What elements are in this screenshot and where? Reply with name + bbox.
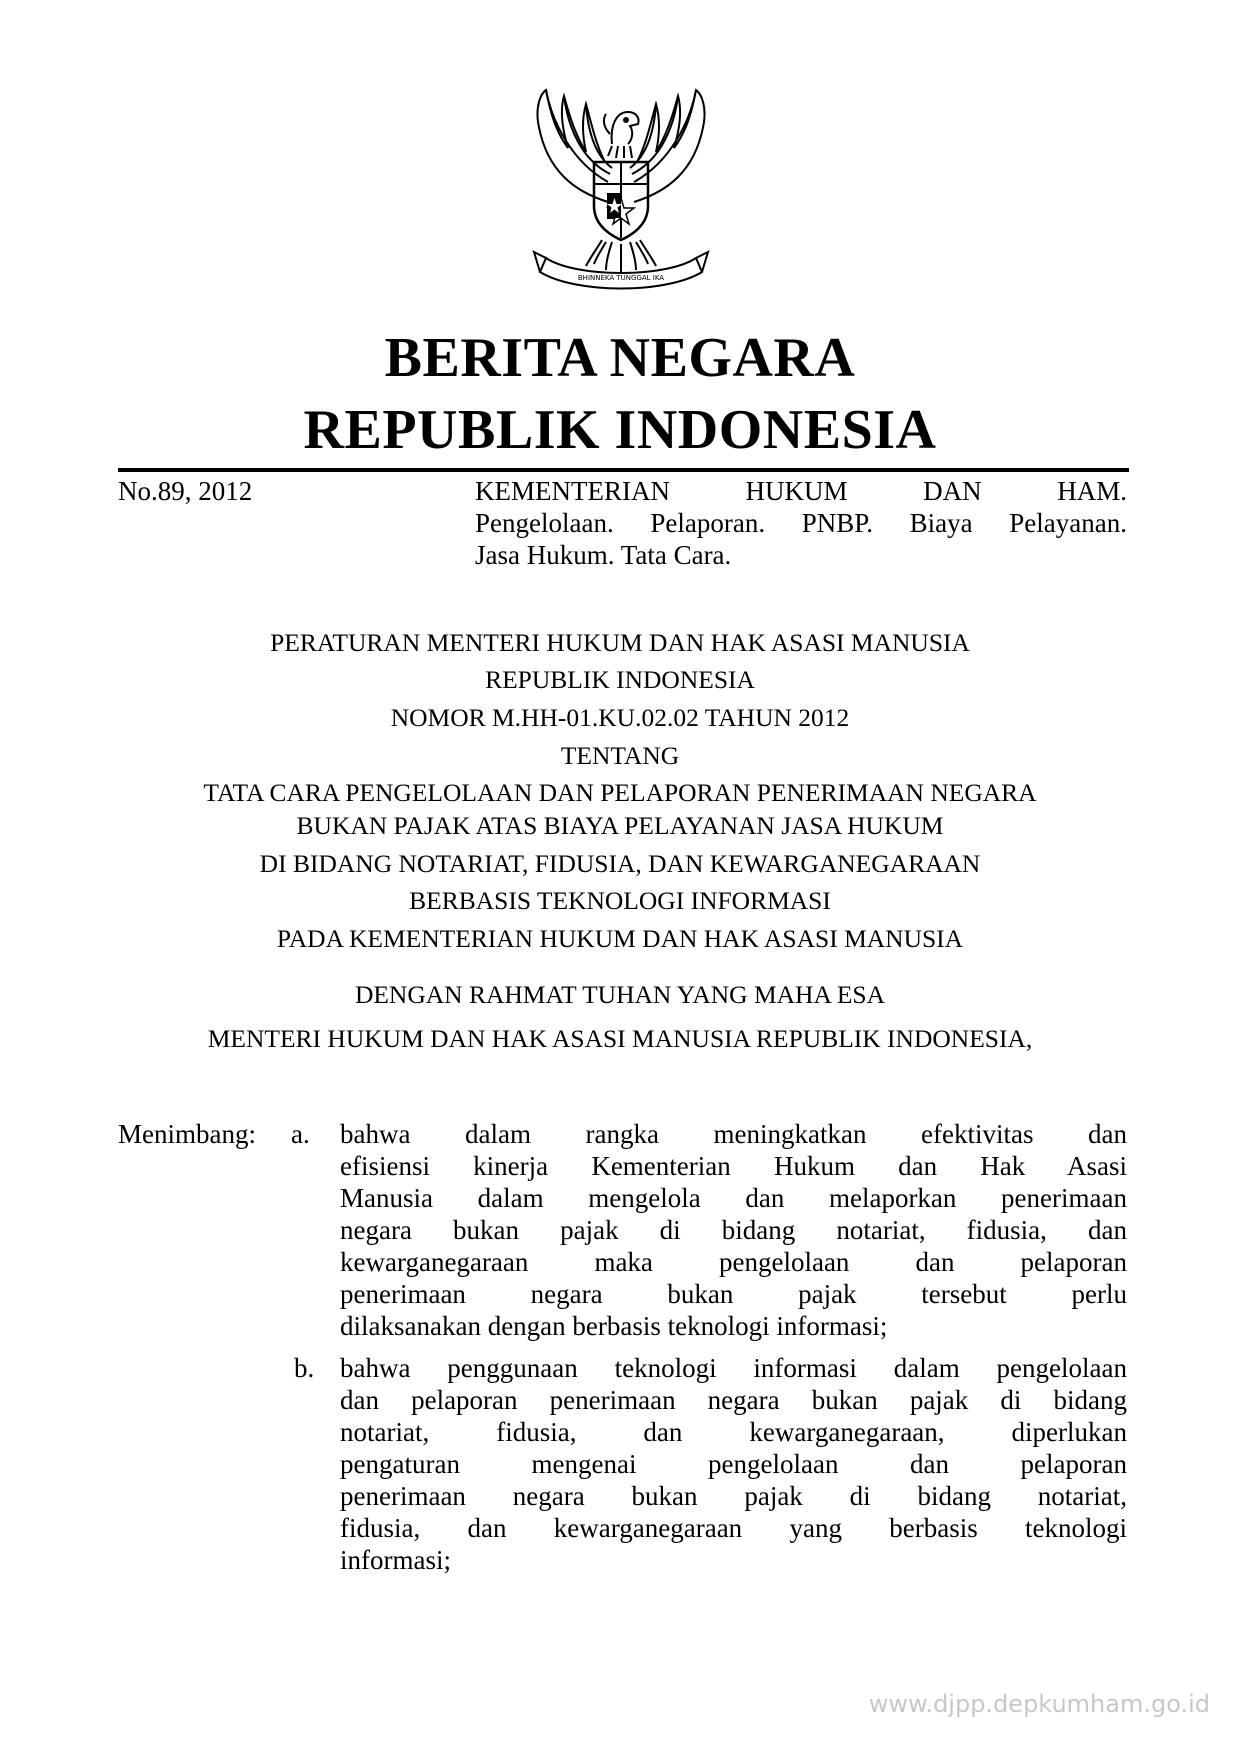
regulation-subject-line: PADA KEMENTERIAN HUKUM DAN HAK ASASI MANUSIA — [276, 924, 964, 953]
paragraph-line: notariat, fidusia, dan kewarganegaraan, diperlukan — [340, 1417, 1127, 1447]
item-letter: b. — [294, 1353, 315, 1383]
blessing-line: DENGAN RAHMAT TUHAN YANG MAHA ESA — [354, 980, 886, 1009]
considering-label: Menimbang: — [118, 1119, 256, 1149]
paragraph-line: bahwa penggunaan teknologi informasi dalam pengelolaan — [340, 1353, 1127, 1383]
header-topic-line: Jasa Hukum. Tata Cara. — [475, 540, 732, 570]
regulation-line: PERATURAN MENTERI HUKUM DAN HAK ASASI MANUSIA — [270, 628, 970, 657]
watermark-url: www.djpp.depkumham.go.id — [868, 1690, 1210, 1718]
emblem-motto: BHINNEKA TUNGGAL IKA — [577, 274, 665, 282]
regulation-subject-line: TATA CARA PENGELOLAAN DAN PELAPORAN PENERIMAAN NEGARA — [203, 778, 1037, 807]
paragraph-line: efisiensi kinerja Kementerian Hukum dan Hak Asasi — [340, 1151, 1127, 1181]
paragraph-line: kewarganegaraan maka pengelolaan dan pelaporan — [340, 1247, 1127, 1277]
header-topic — [475, 475, 1127, 571]
paragraph-line: dilaksanakan dengan berbasis teknologi informasi; — [340, 1311, 888, 1341]
minister-line: MENTERI HUKUM DAN HAK ASASI MANUSIA REPUBLIK INDONESIA, — [207, 1024, 1033, 1053]
considering-item-a — [340, 1118, 1127, 1342]
header-topic-line: Pengelolaan. Pelaporan. PNBP. Biaya Pelayanan. — [475, 508, 1127, 538]
paragraph-line: pengaturan mengenai pengelolaan dan pelaporan — [340, 1449, 1127, 1479]
masthead-title-line2: REPUBLIK INDONESIA — [303, 399, 937, 461]
regulation-line: REPUBLIK INDONESIA — [485, 665, 755, 694]
regulation-subject-line: BERBASIS TEKNOLOGI INFORMASI — [409, 886, 831, 915]
regulation-line: TENTANG — [560, 741, 680, 770]
regulation-number: NOMOR M.HH-01.KU.02.02 TAHUN 2012 — [390, 703, 850, 732]
paragraph-line: bahwa dalam rangka meningkatkan efektivitas dan — [340, 1119, 1127, 1149]
garuda-emblem-icon — [516, 82, 726, 300]
paragraph-line: fidusia, dan kewarganegaraan yang berbasis teknologi — [340, 1513, 1127, 1543]
paragraph-line: dan pelaporan penerimaan negara bukan pajak di bidang — [340, 1385, 1127, 1415]
considering-item-b — [340, 1352, 1127, 1576]
paragraph-line: informasi; — [340, 1545, 451, 1575]
regulation-subject-line: DI BIDANG NOTARIAT, FIDUSIA, DAN KEWARGANEGARAAN — [259, 849, 981, 878]
regulation-subject-line: BUKAN PAJAK ATAS BIAYA PELAYANAN JASA HUKUM — [296, 811, 944, 840]
masthead-title-line1: BERITA NEGARA — [384, 327, 856, 389]
paragraph-line: penerimaan negara bukan pajak tersebut perlu — [340, 1279, 1127, 1309]
paragraph-line: penerimaan negara bukan pajak di bidang notariat, — [340, 1481, 1127, 1511]
paragraph-line: negara bukan pajak di bidang notariat, fidusia, dan — [340, 1215, 1127, 1245]
paragraph-line: Manusia dalam mengelola dan melaporkan penerimaan — [340, 1183, 1127, 1213]
header-topic-line: KEMENTERIAN HUKUM DAN HAM. — [475, 476, 1127, 506]
gazette-number: No.89, 2012 — [118, 476, 253, 506]
header-divider — [118, 468, 1129, 472]
item-letter: a. — [291, 1119, 310, 1149]
